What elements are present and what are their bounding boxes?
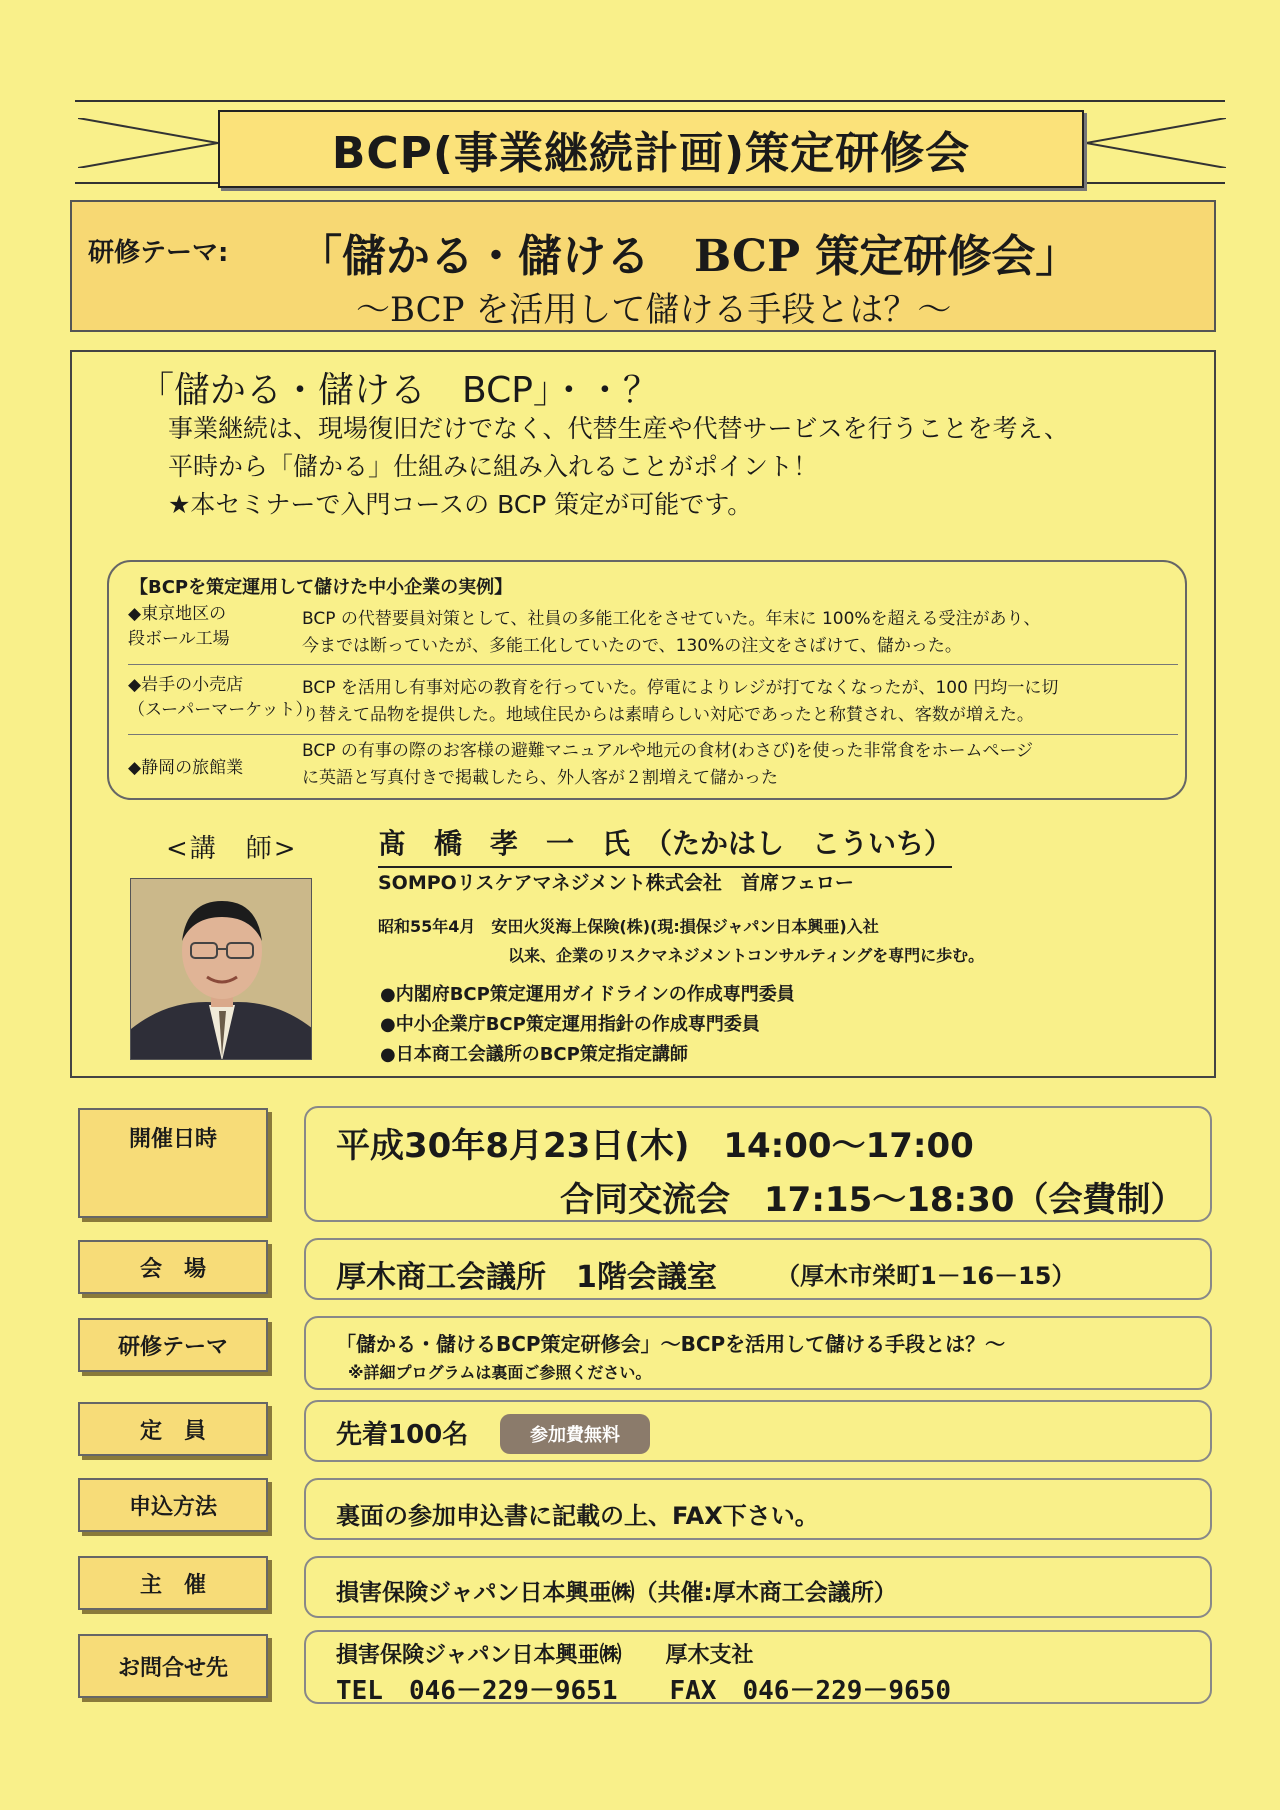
theme-subtitle: ～BCP を活用して儲ける手段とは？～: [356, 290, 952, 330]
training-theme-label: 研修テーマ: [78, 1318, 268, 1372]
lecturer-career: 以来、企業のリスクマネジメントコンサルティングを専門に歩む。: [508, 946, 985, 965]
host-value: 損害保険ジャパン日本興亜㈱（共催:厚木商工会議所）: [336, 1580, 897, 1606]
lecturer-role: ●日本商工会議所のBCP策定指定講師: [380, 1044, 688, 1065]
example-desc: BCP の有事の際のお客様の避難マニュアルや地元の食材(わさび)を使った非常食をホームページ: [302, 741, 1034, 761]
venue-label: 会 場: [78, 1240, 268, 1294]
host-label: 主 催: [78, 1556, 268, 1610]
apply-value: 裏面の参加申込書に記載の上、FAX下さい。: [336, 1502, 819, 1530]
fee-badge: 参加費無料: [500, 1414, 650, 1454]
lecturer-label: <講 師>: [166, 834, 298, 864]
example-name: ◆岩手の小売店: [128, 675, 244, 695]
networking-value: 合同交流会 17:15～18:30（会費制）: [560, 1180, 1185, 1220]
lecturer-career: 昭和55年4月 安田火災海上保険(株)(現:損保ジャパン日本興亜)入社: [378, 917, 879, 936]
contact-phone: TEL 046－229－9651 FAX 046－229－9650: [336, 1676, 951, 1706]
venue-value: 厚木商工会議所 1階会議室: [336, 1260, 717, 1295]
intro-line: 平時から「儲かる」仕組みに組み入れることがポイント！: [168, 452, 819, 481]
example-desc: り替えて品物を提供した。地域住民からは素晴らしい対応であったと称賛され、客数が増えた。: [302, 705, 1034, 725]
theme-label: 研修テーマ:: [88, 238, 229, 268]
venue-address: （厚木市栄町1－16－15）: [776, 1262, 1076, 1290]
examples-heading: 【BCPを策定運用して儲けた中小企業の実例】: [130, 577, 513, 598]
example-name: ◆東京地区の: [128, 604, 227, 624]
capacity-value: 先着100名: [336, 1420, 469, 1450]
page-title: BCP(事業継続計画)策定研修会: [218, 110, 1084, 188]
date-value: 平成30年8月23日(木) 14:00～17:00: [336, 1126, 974, 1166]
lecturer-role: ●内閣府BCP策定運用ガイドラインの作成専門委員: [380, 984, 795, 1005]
example-desc: 今までは断っていたが、多能工化していたので、130%の注文をさばけて、儲かった。: [302, 636, 962, 656]
example-desc: BCP の代替要員対策として、社員の多能工化をさせていた。年末に 100%を超える受注があり、: [302, 609, 1041, 629]
intro-heading: 「儲かる・儲ける BCP」・・？: [138, 370, 659, 411]
example-desc: BCP を活用し有事対応の教育を行っていた。停電によりレジが打てなくなったが、100 円均一に切: [302, 678, 1059, 698]
example-desc: に英語と写真付きで掲載したら、外人客が２割増えて儲かった: [302, 768, 778, 788]
lecturer-photo: [130, 878, 312, 1060]
lecturer-company: SOMPOリスケアマネジメント株式会社 首席フェロー: [378, 872, 854, 894]
example-name: 段ボール工場: [128, 629, 230, 649]
intro-line: 事業継続は、現場復旧だけでなく、代替生産や代替サービスを行うことを考え、: [168, 414, 1070, 443]
lecturer-role: ●中小企業庁BCP策定運用指針の作成専門委員: [380, 1014, 760, 1035]
capacity-label: 定 員: [78, 1402, 268, 1456]
theme-title: 「儲かる・儲ける BCP 策定研修会」: [298, 231, 1080, 282]
contact-value: 損害保険ジャパン日本興亜㈱ 厚木支社: [336, 1643, 754, 1668]
example-name: （スーパーマーケット）: [128, 700, 313, 720]
apply-label: 申込方法: [78, 1478, 268, 1532]
ribbon-right-end: [1086, 118, 1226, 168]
intro-line: ★本セミナーで入門コースの BCP 策定が可能です。: [168, 490, 753, 519]
training-theme-note: ※詳細プログラムは裏面ご参照ください。: [348, 1363, 652, 1382]
date-label: 開催日時: [78, 1108, 268, 1218]
example-name: ◆静岡の旅館業: [128, 758, 244, 778]
ribbon-left-end: [78, 118, 218, 168]
example-divider: [128, 664, 1178, 665]
training-theme-value: 「儲かる・儲けるBCP策定研修会」～BCPを活用して儲ける手段とは？～: [336, 1332, 1006, 1356]
lecturer-name: 髙 橋 孝 一 氏 （たかはし こういち）: [378, 822, 952, 868]
contact-label: お問合せ先: [78, 1634, 268, 1698]
example-divider: [128, 734, 1178, 735]
